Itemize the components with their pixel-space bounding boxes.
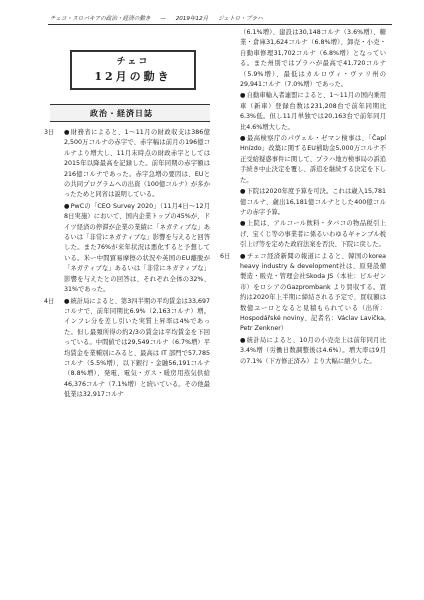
journal-entry [50,202,210,296]
bullet-icon: ● [240,220,246,228]
header-dash: — [160,16,166,22]
journal-entry [220,252,386,335]
bullet-icon: ● [240,135,246,143]
bullet-icon: ● [64,202,70,210]
entry-date: 3日 [44,129,55,136]
title-box [70,50,196,90]
entry-date: 4日 [44,297,55,305]
journal-entry [226,28,386,90]
page-header [50,14,390,22]
journal-entry [44,297,210,401]
journal-entry [226,134,386,186]
entry-text: PwCの「CEO Survey 2020」（11月4日～12月8日実施）において、国内企業トップの45%が、ドイツ経済の停滞が企業の業績に「ネガティブな」あるいは「非常にネガティブな」影響を与えると回答した。また76%が来年状況は悪化すると予想している。米ー中間貿易摩擦の状況や英国のEU離脱が「ネガティブな」あるいは「非常にネガティブな」影響を与えたとの回答は、それぞれ全体の32%、31%であった。 [64,202,210,294]
journal-entry [226,187,386,218]
title-country: チェコ [116,57,150,67]
section-heading: 政治・経済日誌 [50,104,210,122]
entry-text: （6.1%増）、建設は30,148コルナ（3.6%増）、糖業・倉庫31,624コルナ（6.8%増）、卸売・小売・自動車修理31,702コルナ（6.8%増）となっている。また州別ではプラハが最高で41,720コルナ（5.9%増）、最低はカルロヴィ・ヴァリ州の29,941コルナ（7.0%増）であった。 [240,29,386,89]
entry-text: 自動車輸入者連盟によると、1～11月の国内乗用車（新車）登録台数は231,208台で前年同期比6.3%低。但し11月単独では20,163台で前年同月比4.6%増大した。 [240,92,386,131]
journal-entry [226,91,386,133]
header-rule [48,24,392,25]
bullet-icon: ● [64,297,70,305]
title-month: 12月の動き [94,70,172,83]
entry-text: 統計局によると、10月の小売売上は前年同月比3.4%増（労働日数調整後は4.6%）。増大率は9月の7.1%（下方修正済み）より大幅に縮少した。 [240,336,386,365]
entry-date: 6日 [220,252,231,260]
bullet-icon: ● [240,188,246,196]
header-left: チェコ・スロバキアの政治・経済の動き [50,16,151,22]
entry-text: チェコ経済新聞の報道によると、韓国のkorea heavy industry & development社は、原発設備製造・販売・管理会社Skoda JS（本社：ピルゼン市）をロシアのGazprombank より買収する。買約は2020年上半期に締結される予定で、買収額は数億ユーロとなると見積もられている（出所：Hospodářské noviny、記者名：Václav Lavička, Petr Zenkner） [240,252,386,333]
journal-entry [226,336,386,367]
journal-entry [226,219,386,250]
header-source: ジェトロ・プラハ [218,16,263,22]
left-column [44,30,210,402]
bullet-icon: ● [64,129,70,136]
entry-text: 下院は2020年度予算を可決。これは歳入15,781億コルナ、歳出16,181億コルナとした400億コルナの赤字予算。 [240,188,387,216]
entry-text: 財務省によると、1～11月の財政収支は386億2,500万コルナの赤字で、赤字幅は前月の196億コルナより増大し、11月末時点の財政赤字としては2015年以降最高を記録した。前年同期の赤字額は216億コルナであった。赤字急増の要因は、EUとの共同プログラムへの出資（100億コルナ）が多かったためと同省は説明している。 [64,129,210,199]
right-column [220,28,387,368]
bullet-icon: ● [240,92,246,100]
entry-text: 最高検察庁のパヴェル・ゼマン検事は、「Čapí Hnízdo」改築に関するEU補助金5,000万コルナ不正受給疑惑事件に関して、プラハ地方検事局の訴追手続き中止決定を覆し、訴追を継続する決定を下した。 [240,135,386,184]
bullet-icon: ● [240,252,246,260]
journal-entry [44,128,210,201]
entry-text: 上院は、アルコール飲料・タバコの物品税引上げ、宝くじ等の事業者に係るいわゆるギャンブル税引上げ等を定めた政府法案を否決、下院に戻した。 [240,220,387,249]
header-date: 2019年12月 [175,16,209,22]
entry-text: 統計局によると、第3四半期の平均賃金は33,697コルナで、前年同期比6.9%（2,163コルナ）増。インフレ分を差し引いた実質上昇率は4%であった。但し最頻所得の約2/3の賃金は平均賃金を下回っている。中間値では29,549コルナ（6.7%増）平均賃金を業種別にみると、最高は IT 部門で57,785コルナ（5.5%増）、以下銀行・金融56,191コルナ（8.8%増）、発電、電気・ガス・暖房用蒸気供給46,376コルナ（7.1%増）と続いている。その他最低業は32,917コルナ [64,297,210,399]
bullet-icon: ● [240,336,246,344]
